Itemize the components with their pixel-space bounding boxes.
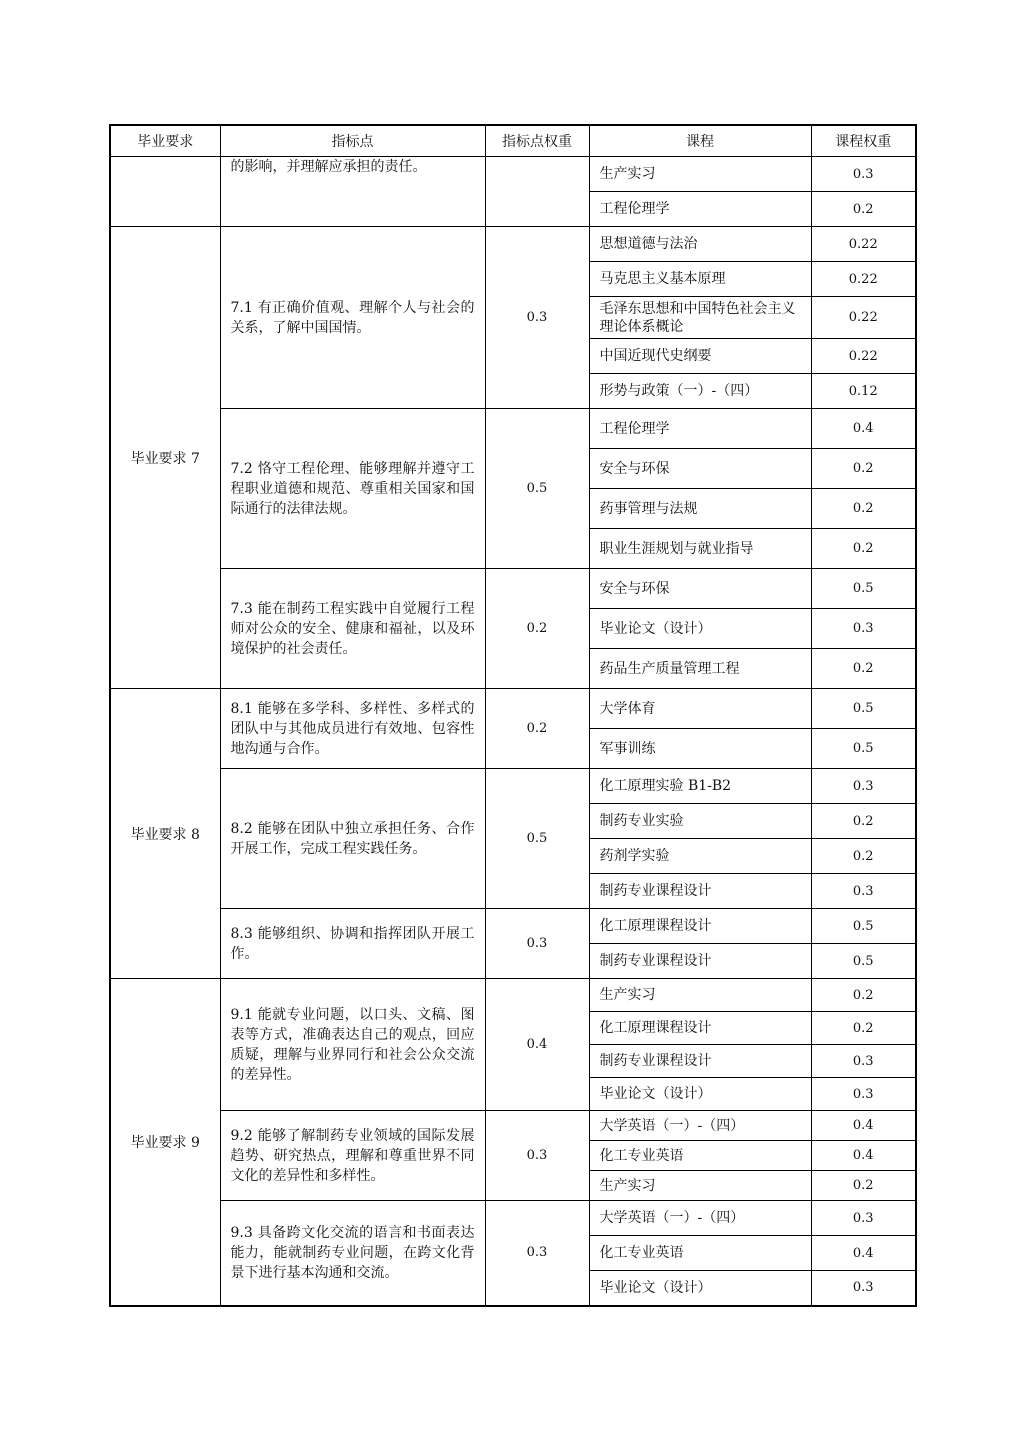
indicator-cell: 8.2 能够在团队中独立承担任务、合作开展工作，完成工程实践任务。 (220, 769, 485, 909)
indicator-weight-cell: 0.3 (485, 1111, 589, 1201)
course-cell: 毕业论文（设计） (589, 1271, 811, 1306)
course-weight-cell: 0.12 (811, 374, 916, 409)
indicator-weight-cell: 0.2 (485, 689, 589, 769)
course-weight-cell: 0.2 (811, 449, 916, 489)
table-row (110, 1201, 916, 1236)
course-weight-cell: 0.4 (811, 1141, 916, 1171)
course-cell: 化工原理实验 B1-B2 (589, 769, 811, 804)
course-cell: 制药专业课程设计 (589, 1045, 811, 1078)
table-row (110, 909, 916, 944)
course-cell: 化工专业英语 (589, 1236, 811, 1271)
course-cell: 药剂学实验 (589, 839, 811, 874)
course-weight-cell: 0.2 (811, 839, 916, 874)
course-weight-cell: 0.3 (811, 874, 916, 909)
table-row (110, 409, 916, 449)
table-row (110, 157, 916, 192)
course-weight-cell: 0.2 (811, 192, 916, 227)
indicator-weight-cell: 0.5 (485, 409, 589, 569)
indicator-weight-cell (485, 157, 589, 227)
indicator-weight-cell: 0.4 (485, 979, 589, 1111)
course-cell: 药事管理与法规 (589, 489, 811, 529)
indicator-cell: 8.1 能够在多学科、多样性、多样式的团队中与其他成员进行有效地、包容性地沟通与合作。 (220, 689, 485, 769)
course-cell: 马克思主义基本原理 (589, 262, 811, 297)
indicator-cell: 的影响，并理解应承担的责任。 (220, 157, 485, 227)
header-indicator: 指标点 (220, 125, 485, 157)
course-weight-cell: 0.2 (811, 529, 916, 569)
indicator-cell: 9.2 能够了解制药专业领域的国际发展趋势、研究热点，理解和尊重世界不同文化的差异性和多样性。 (220, 1111, 485, 1201)
course-weight-cell: 0.2 (811, 649, 916, 689)
course-cell: 制药专业课程设计 (589, 944, 811, 979)
requirement-cell: 毕业要求 7 (110, 227, 220, 689)
course-weight-cell: 0.3 (811, 1078, 916, 1111)
table-row (110, 769, 916, 804)
indicator-cell: 9.1 能就专业问题，以口头、文稿、图表等方式，准确表达自己的观点，回应质疑，理解与业界同行和社会公众交流的差异性。 (220, 979, 485, 1111)
course-cell: 军事训练 (589, 729, 811, 769)
course-cell: 毛泽东思想和中国特色社会主义理论体系概论 (589, 297, 811, 339)
course-weight-cell: 0.2 (811, 979, 916, 1012)
course-weight-cell: 0.22 (811, 297, 916, 339)
course-cell: 化工原理课程设计 (589, 909, 811, 944)
course-weight-cell: 0.3 (811, 157, 916, 192)
course-weight-cell: 0.2 (811, 804, 916, 839)
course-weight-cell: 0.22 (811, 339, 916, 374)
indicator-weight-cell: 0.5 (485, 769, 589, 909)
requirements-table (109, 124, 917, 1307)
course-weight-cell: 0.3 (811, 1045, 916, 1078)
requirement-cell: 毕业要求 9 (110, 979, 220, 1306)
table-row (110, 1111, 916, 1141)
course-cell: 药品生产质量管理工程 (589, 649, 811, 689)
course-cell: 化工原理课程设计 (589, 1012, 811, 1045)
course-cell: 生产实习 (589, 1171, 811, 1201)
indicator-cell: 7.2 恪守工程伦理、能够理解并遵守工程职业道德和规范、尊重相关国家和国际通行的法律法规。 (220, 409, 485, 569)
course-weight-cell: 0.22 (811, 227, 916, 262)
table-row (110, 689, 916, 729)
course-cell: 制药专业实验 (589, 804, 811, 839)
course-weight-cell: 0.3 (811, 609, 916, 649)
course-weight-cell: 0.4 (811, 1111, 916, 1141)
course-cell: 中国近现代史纲要 (589, 339, 811, 374)
course-cell: 毕业论文（设计） (589, 609, 811, 649)
course-cell: 大学体育 (589, 689, 811, 729)
indicator-weight-cell: 0.2 (485, 569, 589, 689)
header-indicator-weight: 指标点权重 (485, 125, 589, 157)
course-weight-cell: 0.2 (811, 1171, 916, 1201)
indicator-cell: 7.1 有正确价值观、理解个人与社会的关系，了解中国国情。 (220, 227, 485, 409)
course-cell: 大学英语（一）-（四） (589, 1111, 811, 1141)
course-weight-cell: 0.5 (811, 944, 916, 979)
course-cell: 工程伦理学 (589, 192, 811, 227)
course-cell: 思想道德与法治 (589, 227, 811, 262)
course-weight-cell: 0.5 (811, 729, 916, 769)
table-row (110, 569, 916, 609)
indicator-cell: 9.3 具备跨文化交流的语言和书面表达能力，能就制药专业问题，在跨文化背景下进行基本沟通和交流。 (220, 1201, 485, 1306)
course-cell: 安全与环保 (589, 449, 811, 489)
header-course-weight: 课程权重 (811, 125, 916, 157)
requirement-cell: 毕业要求 8 (110, 689, 220, 979)
table-header-row (110, 125, 916, 157)
indicator-cell: 8.3 能够组织、协调和指挥团队开展工作。 (220, 909, 485, 979)
indicator-cell: 7.3 能在制药工程实践中自觉履行工程师对公众的安全、健康和福祉，以及环境保护的社会责任。 (220, 569, 485, 689)
course-weight-cell: 0.5 (811, 689, 916, 729)
header-requirement: 毕业要求 (110, 125, 220, 157)
course-weight-cell: 0.3 (811, 769, 916, 804)
course-cell: 化工专业英语 (589, 1141, 811, 1171)
course-cell: 形势与政策（一）-（四） (589, 374, 811, 409)
course-weight-cell: 0.5 (811, 569, 916, 609)
header-course: 课程 (589, 125, 811, 157)
course-weight-cell: 0.4 (811, 1236, 916, 1271)
course-weight-cell: 0.3 (811, 1271, 916, 1306)
course-cell: 毕业论文（设计） (589, 1078, 811, 1111)
table-row (110, 979, 916, 1012)
course-cell: 大学英语（一）-（四） (589, 1201, 811, 1236)
requirement-cell-empty (110, 157, 220, 227)
course-cell: 制药专业课程设计 (589, 874, 811, 909)
course-cell: 工程伦理学 (589, 409, 811, 449)
course-weight-cell: 0.2 (811, 1012, 916, 1045)
course-weight-cell: 0.22 (811, 262, 916, 297)
table-row (110, 227, 916, 262)
course-cell: 生产实习 (589, 979, 811, 1012)
indicator-weight-cell: 0.3 (485, 227, 589, 409)
course-weight-cell: 0.5 (811, 909, 916, 944)
indicator-weight-cell: 0.3 (485, 909, 589, 979)
course-cell: 安全与环保 (589, 569, 811, 609)
course-weight-cell: 0.3 (811, 1201, 916, 1236)
course-weight-cell: 0.4 (811, 409, 916, 449)
course-weight-cell: 0.2 (811, 489, 916, 529)
indicator-weight-cell: 0.3 (485, 1201, 589, 1306)
course-cell: 职业生涯规划与就业指导 (589, 529, 811, 569)
course-cell: 生产实习 (589, 157, 811, 192)
